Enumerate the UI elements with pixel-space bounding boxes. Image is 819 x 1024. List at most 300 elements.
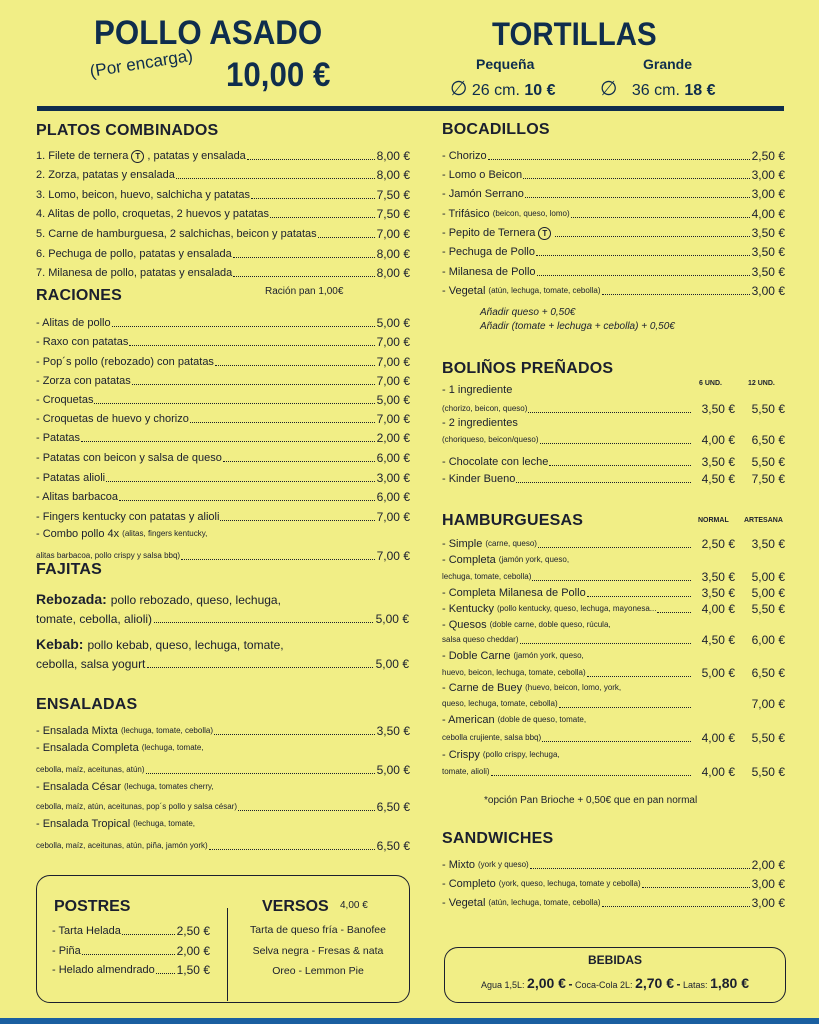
tortilla-size-large: [600, 76, 715, 101]
price-large: 5,50 €: [751, 731, 785, 745]
fajita-desc: pollo rebozado, queso, lechuga,: [110, 593, 281, 607]
item-detail-cont: (chorizo, beicon, queso): [442, 404, 528, 413]
item-name: - Pechuga de Pollo: [442, 246, 535, 258]
item-name: - Chorizo: [442, 150, 487, 162]
menu-item-row: [442, 568, 785, 584]
price-large: 5,00 €: [751, 570, 785, 584]
tortillas-title: TORTILLAS: [492, 16, 657, 52]
menu-item-row: [36, 391, 410, 407]
item-name: - Pop´s pollo (rebozado) con patatas: [36, 356, 214, 368]
item-detail: (alitas, fingers kentucky,: [122, 529, 208, 538]
price-normal: 4,00 €: [701, 765, 735, 779]
menu-item-row: [442, 711, 785, 727]
dot-leader: [190, 422, 375, 423]
dot-leader: [82, 954, 175, 955]
price-normal: 3,50 €: [701, 570, 735, 584]
item-name: 7. Milanesa de pollo, patatas y ensalada: [36, 267, 233, 279]
postres-versos-box: [36, 875, 410, 1003]
menu-item-row: [442, 243, 785, 259]
item-detail: (doble carne, doble queso, rúcula,: [489, 620, 611, 629]
price: 8,00 €: [376, 247, 410, 261]
item-name: - Alitas de pollo: [36, 317, 111, 329]
sandwiches-title: SANDWICHES: [442, 830, 554, 847]
price: 2,50 €: [176, 924, 210, 938]
tortilla-size-large-label: Grande: [643, 56, 693, 72]
dot-leader: [94, 403, 374, 404]
item-name: - Raxo con patatas: [36, 336, 129, 348]
menu-item-row: [442, 763, 785, 779]
dot-leader: [587, 596, 691, 597]
price: 2,00 €: [176, 944, 210, 958]
item-detail: (lechuga, tomate,: [141, 743, 204, 752]
fajita-rebozada: [36, 591, 281, 607]
menu-item-row: [36, 166, 410, 182]
item-name: - Milanesa de Pollo: [442, 266, 536, 278]
diameter-icon: ∅: [600, 78, 618, 100]
dot-leader: [154, 622, 373, 623]
item-name: - Piña: [52, 945, 81, 957]
dot-leader: [223, 461, 375, 462]
dot-leader: [537, 275, 750, 276]
header-divider: [37, 106, 784, 111]
item-detail-cont: cebolla crujiente, salsa bbq): [442, 733, 542, 742]
item-name: 3. Lomo, beicon, huevo, salchicha y patatas: [36, 189, 251, 201]
pollo-asado-title: POLLO ASADO: [94, 14, 323, 52]
price: 5,00 €: [376, 763, 410, 777]
item-name: - Lomo o Beicon: [442, 169, 523, 181]
pollo-asado-price: 10,00 €: [226, 56, 331, 94]
item-detail: (lechuga, tomates cherry,: [124, 782, 214, 791]
bolinos-col-6: 6 UND.: [699, 380, 722, 387]
bottom-bar: [0, 1018, 819, 1024]
fajita-desc: pollo kebab, queso, lechuga, tomate,: [87, 638, 284, 652]
beef-icon: T: [538, 227, 551, 240]
price-large: 6,50 €: [751, 433, 785, 447]
menu-item-row: [442, 166, 785, 182]
dot-leader: [122, 934, 175, 935]
menu-item-row: [442, 453, 785, 469]
fajita-rebozada-cont: [36, 612, 409, 626]
price: 8,00 €: [376, 168, 410, 182]
dot-leader: [220, 520, 374, 521]
item-detail: (jamón york, queso,: [498, 555, 570, 564]
versos-line: Oreo - Lemmon Pie: [272, 965, 364, 977]
dot-leader: [112, 326, 375, 327]
item-detail-cont: cebolla, maíz, aceitunas, atún): [36, 765, 145, 774]
diameter-icon: ∅: [450, 78, 468, 100]
menu-item-row: [36, 761, 410, 777]
dot-leader: [542, 741, 691, 742]
price: 8,00 €: [376, 149, 410, 163]
item-name: - Croquetas de huevo y chorizo: [36, 413, 189, 425]
menu-item-row: [36, 815, 410, 831]
item-detail: (doble de queso, tomate,: [497, 715, 587, 724]
dot-leader: [525, 197, 750, 198]
dot-leader: [251, 198, 375, 199]
ensaladas-title: ENSALADAS: [36, 696, 138, 713]
dot-leader: [214, 734, 375, 735]
item-name: - Pepito de Ternera: [442, 227, 536, 239]
item-detail-cont: huevo, beicon, lechuga, tomate, cebolla): [442, 668, 586, 677]
price: 7,00 €: [376, 412, 410, 426]
menu-item-row: [52, 961, 210, 977]
versos-line: Tarta de queso fría - Banofee: [249, 924, 386, 936]
dot-leader: [147, 667, 372, 668]
item-detail: (beicon, queso, lomo): [492, 209, 570, 218]
item-detail-cont: (choriqueso, beicon/queso): [442, 435, 539, 444]
price-normal: 4,50 €: [701, 472, 735, 486]
item-name: - Completa Milanesa de Pollo: [442, 587, 586, 599]
menu-item-row: [442, 551, 785, 567]
price: 3,50 €: [751, 226, 785, 240]
bebida-label: Latas:: [683, 980, 708, 990]
menu-item-row: [36, 488, 410, 504]
price: 3,00 €: [751, 168, 785, 182]
dot-leader: [132, 384, 375, 385]
price-large: 7,00 €: [751, 697, 785, 711]
fajita-kebab: [36, 636, 284, 652]
price-large: 5,50 €: [751, 455, 785, 469]
menu-item-row: [36, 333, 410, 349]
item-detail-cont: queso, lechuga, tomate, cebolla): [442, 699, 558, 708]
bebidas-line: [444, 975, 786, 991]
dot-leader: [532, 580, 691, 581]
item-name: - Vegetal: [442, 897, 486, 909]
item-detail: (atún, lechuga, tomate, cebolla): [488, 286, 601, 295]
price: 3,00 €: [751, 284, 785, 298]
price: 3,50 €: [751, 245, 785, 259]
item-name: - Fingers kentucky con patatas y alioli: [36, 511, 220, 523]
menu-item-row: [442, 205, 785, 221]
bebidas-title: BEBIDAS: [587, 953, 642, 967]
price: 7,00 €: [376, 549, 410, 563]
dot-leader: [176, 178, 375, 179]
price: 1,50 €: [176, 963, 210, 977]
item-name: - Crispy: [442, 749, 480, 761]
menu-item-row: [36, 469, 410, 485]
price-large: 6,50 €: [751, 666, 785, 680]
item-name: - Mixto: [442, 859, 475, 871]
item-detail: (lechuga, tomate, cebolla): [120, 726, 213, 735]
price: 2,00 €: [751, 858, 785, 872]
item-name: 6. Pechuga de pollo, patatas y ensalada: [36, 248, 232, 260]
bebida-price: 1,80 €: [710, 975, 750, 991]
price: 6,50 €: [376, 800, 410, 814]
bebida-label: Agua 1,5L:: [480, 980, 525, 990]
fajita-price: 5,00 €: [375, 612, 409, 626]
menu-item-row: [36, 798, 410, 814]
dot-leader: [523, 178, 750, 179]
item-detail-cont: alitas barbacoa, pollo crispy y salsa bbq): [36, 551, 181, 560]
dot-leader: [559, 707, 691, 708]
item-name: - Helado almendrado: [52, 964, 155, 976]
dot-leader: [106, 481, 375, 482]
item-name: 2. Zorza, patatas y ensalada: [36, 169, 175, 181]
price-large: 5,50 €: [751, 765, 785, 779]
bebida-price: 2,00 €: [527, 975, 566, 991]
fajita-label: Kebab:: [36, 636, 84, 652]
item-name: - Simple: [442, 538, 483, 550]
price: 7,00 €: [376, 510, 410, 524]
item-detail: (atún, lechuga, tomate, cebolla): [488, 898, 601, 907]
item-name-cont: , patatas y ensalada: [147, 150, 246, 162]
menu-item-row: [442, 746, 785, 762]
postres-title: POSTRES: [54, 898, 131, 915]
price: 7,00 €: [376, 335, 410, 349]
price: 6,50 €: [376, 839, 410, 853]
menu-item-row: [36, 314, 410, 330]
price: 6,00 €: [376, 451, 410, 465]
menu-item-row: [36, 739, 410, 755]
item-name: - American: [442, 714, 495, 726]
item-detail: (pollo crispy, lechuga,: [482, 750, 560, 759]
dot-leader: [146, 773, 375, 774]
fajitas-title: FAJITAS: [36, 561, 103, 578]
dot-leader: [119, 500, 375, 501]
price-normal: 5,00 €: [701, 666, 735, 680]
item-detail: (lechuga, tomate,: [133, 819, 195, 828]
price-large: 5,50 €: [751, 602, 785, 616]
price: 3,00 €: [751, 896, 785, 910]
item-name: - 1 ingrediente: [442, 384, 513, 396]
item-name: - Ensalada Completa: [36, 742, 139, 754]
dot-leader: [536, 255, 750, 256]
beef-icon: T: [131, 150, 144, 163]
menu-item-row: [442, 535, 785, 551]
item-name: - Tarta Helada: [52, 925, 121, 937]
item-name: - Ensalada César: [36, 781, 121, 793]
menu-item-row: [36, 264, 410, 280]
versos-price: 4,00 €: [340, 900, 368, 911]
menu-item-row: [36, 410, 410, 426]
menu-item-row: [442, 263, 785, 279]
item-detail: (york, queso, lechuga, tomate y cebolla): [498, 879, 641, 888]
separator: -: [676, 977, 681, 991]
price: 3,00 €: [376, 471, 410, 485]
dot-leader: [181, 559, 375, 560]
item-detail: (york y queso): [478, 860, 529, 869]
price-large: 7,50 €: [751, 472, 785, 486]
item-name: - Kentucky: [442, 603, 494, 615]
item-name: 1. Filete de ternera: [36, 150, 129, 162]
price: 3,50 €: [376, 724, 410, 738]
bebida-label: Coca-Cola 2L:: [575, 980, 633, 990]
price-normal: 4,00 €: [701, 433, 735, 447]
item-name: - Chocolate con leche: [442, 456, 549, 468]
item-detail: (pollo kentucky, queso, lechuga, mayonesa...: [496, 604, 657, 613]
dot-leader: [209, 849, 375, 850]
dot-leader: [540, 443, 691, 444]
price: 2,50 €: [751, 149, 785, 163]
item-detail-cont: tomate, alioli): [442, 767, 490, 776]
menu-item-row: [442, 679, 785, 695]
price-large: 5,00 €: [751, 586, 785, 600]
menu-item-row: [442, 894, 785, 910]
item-name: - Combo pollo 4x: [36, 528, 120, 540]
price: 7,00 €: [376, 227, 410, 241]
dot-leader: [238, 810, 375, 811]
item-name: - Carne de Buey: [442, 682, 523, 694]
dot-leader: [538, 547, 691, 548]
menu-item-row: [36, 353, 410, 369]
menu-item-row: [36, 205, 410, 221]
menu-item-row: [442, 856, 785, 872]
dot-leader: [520, 643, 692, 644]
hamburguesas-note: *opción Pan Brioche + 0,50€ que en pan normal: [484, 795, 698, 806]
item-name: - 2 ingredientes: [442, 417, 518, 429]
bolinos-col-12: 12 UND.: [748, 380, 775, 387]
separator: -: [568, 977, 573, 991]
tortilla-small-diameter: 26 cm.: [471, 82, 520, 99]
bolinos-title: BOLIÑOS PREÑADOS: [442, 360, 614, 377]
menu-item-row: [442, 616, 785, 632]
item-detail: (carne, queso): [485, 539, 537, 548]
price-large: 5,50 €: [751, 402, 785, 416]
price-normal: 3,50 €: [701, 455, 735, 469]
menu-item-row: [36, 147, 410, 163]
versos-title: VERSOS: [262, 898, 329, 915]
dot-leader: [657, 612, 691, 613]
dot-leader: [215, 365, 375, 366]
price: 8,00 €: [376, 266, 410, 280]
item-name: - Ensalada Tropical: [36, 818, 131, 830]
dot-leader: [318, 237, 375, 238]
hamburguesas-col-artesana: ARTESANA: [744, 517, 783, 524]
dot-leader: [491, 775, 691, 776]
price: 7,00 €: [376, 374, 410, 388]
menu-item-row: [442, 664, 785, 680]
item-detail: (jamón york, queso,: [513, 651, 584, 660]
price-large: 6,00 €: [751, 633, 785, 647]
menu-item-row: [442, 185, 785, 201]
price: 5,00 €: [376, 316, 410, 330]
dot-leader: [530, 868, 750, 869]
dot-leader: [233, 276, 374, 277]
price-normal: 4,00 €: [701, 602, 735, 616]
dot-leader: [587, 676, 691, 677]
menu-item-row: [36, 508, 410, 524]
dot-leader: [602, 906, 750, 907]
fajita-label: Rebozada:: [36, 591, 107, 607]
menu-item-row: [442, 224, 785, 240]
item-name: - Alitas barbacoa: [36, 491, 118, 503]
item-detail-cont: salsa queso cheddar): [442, 635, 519, 644]
fajita-desc-cont: cebolla, salsa yogurt: [36, 657, 146, 671]
dot-leader: [528, 412, 691, 413]
price-normal: 4,00 €: [701, 731, 735, 745]
dot-leader: [81, 441, 375, 442]
price-large: 3,50 €: [751, 537, 785, 551]
menu-item-row: [442, 600, 785, 616]
price-normal: 2,50 €: [701, 537, 735, 551]
item-detail-cont: cebolla, maíz, aceitunas, atún, piña, jamón york): [36, 841, 208, 850]
menu-item-row: [442, 875, 785, 891]
item-name: - Completo: [442, 878, 496, 890]
price: 6,00 €: [376, 490, 410, 504]
item-detail-cont: cebolla, maíz, atún, aceitunas, pop´s pollo y salsa césar): [36, 802, 237, 811]
menu-item-row: [442, 282, 785, 298]
price: 3,00 €: [751, 877, 785, 891]
dot-leader: [247, 159, 375, 160]
tortilla-size-small: [450, 76, 555, 101]
item-name: - Quesos: [442, 619, 487, 631]
fajita-desc-cont: tomate, cebolla, alioli): [36, 612, 153, 626]
menu-item-row: [52, 922, 210, 938]
item-name: - Vegetal: [442, 285, 486, 297]
dot-leader: [516, 482, 691, 483]
versos-line: Selva negra - Fresas & nata: [252, 945, 384, 957]
price: 7,50 €: [376, 207, 410, 221]
price: 4,00 €: [751, 207, 785, 221]
dot-leader: [642, 887, 750, 888]
item-name: - Doble Carne: [442, 650, 511, 662]
fajita-kebab-cont: [36, 657, 409, 671]
pollo-asado-note: (Por encarga): [88, 45, 195, 81]
menu-item-row: [442, 729, 785, 745]
menu-item-row: [442, 431, 785, 447]
dot-leader: [555, 236, 749, 237]
item-name: 5. Carne de hamburguesa, 2 salchichas, beicon y patatas: [36, 228, 317, 240]
dot-leader: [233, 257, 375, 258]
menu-item-row: [442, 631, 785, 647]
price: 7,50 €: [376, 188, 410, 202]
menu-item-row: [36, 372, 410, 388]
menu-item-row: [36, 837, 410, 853]
price: 2,00 €: [376, 431, 410, 445]
raciones-title: RACIONES: [36, 287, 123, 304]
price: 7,00 €: [376, 355, 410, 369]
dot-leader: [488, 159, 750, 160]
item-name: - Patatas alioli: [36, 472, 106, 484]
menu-item-row: [36, 547, 410, 563]
menu-item-row: [442, 647, 785, 663]
item-detail: (huevo, beicon, lomo, york,: [525, 683, 622, 692]
tortilla-large-price: 18 €: [684, 82, 716, 99]
price-normal: 3,50 €: [701, 586, 735, 600]
item-detail-cont: lechuga, tomate, cebolla): [442, 572, 532, 581]
hamburguesas-col-normal: NORMAL: [698, 517, 729, 524]
price-normal: 4,50 €: [701, 633, 735, 647]
dot-leader: [156, 973, 175, 974]
bebida-price: 2,70 €: [635, 975, 674, 991]
item-name: - Trifásico: [442, 208, 490, 220]
menu-item-row: [36, 778, 410, 794]
item-name: - Jamón Serrano: [442, 188, 524, 200]
price: 5,00 €: [376, 393, 410, 407]
dot-leader: [129, 345, 374, 346]
menu-item-row: [36, 225, 410, 241]
menu-item-row: [36, 449, 410, 465]
hamburguesas-title: HAMBURGUESAS: [442, 512, 584, 529]
item-name: - Zorza con patatas: [36, 375, 131, 387]
menu-item-row: [442, 414, 785, 430]
dot-leader: [571, 217, 750, 218]
menu-item-row: [442, 381, 785, 397]
tortilla-small-price: 10 €: [524, 82, 556, 99]
item-name: 4. Alitas de pollo, croquetas, 2 huevos y patatas: [36, 208, 269, 220]
dot-leader: [602, 294, 750, 295]
tortilla-large-diameter: 36 cm.: [631, 82, 680, 99]
item-name: - Ensalada Mixta: [36, 725, 118, 737]
item-name: - Croquetas: [36, 394, 94, 406]
bocadillos-extra-veg: Añadir (tomate + lechuga + cebolla) + 0,50€: [480, 321, 675, 332]
menu-item-row: [36, 429, 410, 445]
menu-item-row: [442, 470, 785, 486]
menu-item-row: [36, 245, 410, 261]
menu-item-row: [36, 186, 410, 202]
price-normal: 3,50 €: [701, 402, 735, 416]
menu-item-row: [52, 942, 210, 958]
